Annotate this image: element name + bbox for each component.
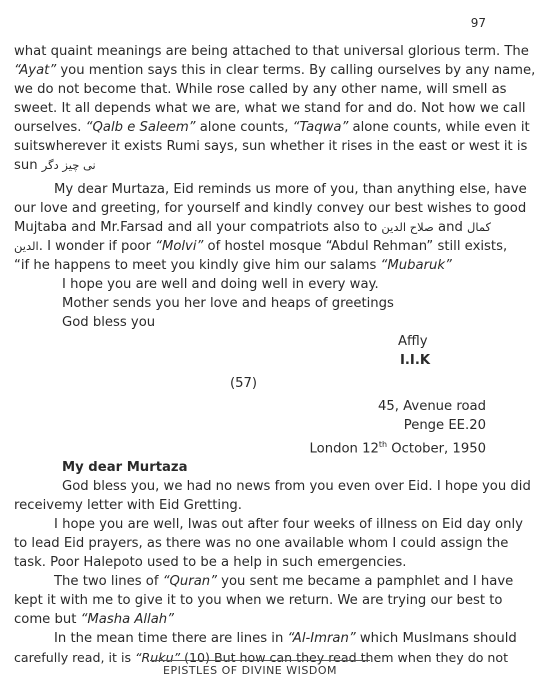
quoted-term: “Masha Allah” (80, 612, 174, 627)
quoted-term: “Molvi” (155, 239, 204, 254)
footer-rule (150, 660, 370, 661)
text-span: alone counts, while even it (348, 120, 530, 135)
text-span: alone counts, (195, 120, 293, 135)
running-footer: EPISTLES OF DIVINE WISDOM (163, 664, 337, 677)
text-span: “if he happens to meet you kindly give him our salams (14, 258, 381, 273)
text-line (14, 156, 486, 175)
text-span: In the mean time there are lines in (54, 631, 288, 646)
text-line: sweet. It all depends what we are, what we stand for and do. Not how we call (14, 101, 526, 116)
text-span: which Muslmans should (355, 631, 517, 646)
text-line (14, 118, 530, 137)
quoted-term: “Ayat” (14, 63, 57, 78)
quoted-term: “Quran” (162, 574, 217, 589)
letter-number: (57) (230, 376, 258, 391)
arabic-text: کمال (467, 220, 491, 234)
quoted-term: “Ruku” (135, 650, 181, 665)
text-line: receivemy letter with Eid Gretting. (14, 498, 242, 513)
text-line: Mother sends you her love and heaps of greetings (62, 296, 394, 311)
text-line: kept it with me to give it to you when we return. We are trying our best to (14, 593, 503, 608)
text-span: Mujtaba and Mr.Farsad and all your compatriots also to (14, 220, 382, 235)
text-span: you mention says this in clear terms. By calling ourselves by any name, (56, 63, 535, 78)
text-line: My dear Murtaza, Eid reminds us more of you, than anything else, have (54, 182, 527, 197)
text-span: London 12 (309, 441, 379, 457)
address-line-1: 45, Avenue road (377, 399, 486, 414)
text-line: God bless you (62, 315, 156, 330)
text-line: to lead Eid prayers, as there was no one available whom I could assign the (14, 536, 509, 551)
text-line: what quaint meanings are being attached to that universal glorious term. The (14, 44, 529, 59)
signoff-affly: Affly (398, 334, 428, 349)
text-span: still exists, (433, 239, 508, 254)
salutation: My dear Murtaza (62, 460, 188, 475)
arabic-text: صلاح الدین (381, 220, 434, 234)
text-line: task. Poor Halepoto used to be a help in such emergencies. (14, 555, 407, 570)
text-line: I hope you are well, Iwas out after four weeks of illness on Eid day only (54, 517, 523, 532)
text-span: (10) But how can they read them when they do not (180, 650, 509, 665)
address-line-2: Penge EE.20 (403, 418, 486, 433)
arabic-text: الدین (14, 239, 39, 253)
text-line (14, 256, 486, 275)
text-span: . I wonder if poor (38, 239, 156, 254)
text-line: suitswherever it exists Rumi says, sun whether it rises in the east or west it is (14, 139, 528, 154)
quoted-term: “Mubaruk” (380, 258, 452, 273)
text-span: of hostel mosque (203, 239, 326, 254)
quoted-name: “Abdul Rehman” (325, 239, 434, 254)
ordinal-suffix: th (378, 440, 388, 449)
text-line (14, 61, 535, 80)
quoted-term: “Al-Imran” (287, 631, 356, 646)
text-span: ourselves. (14, 120, 86, 135)
signoff-initials: I.I.K (400, 353, 431, 368)
text-span: you sent me became a pamphlet and I have (216, 574, 514, 589)
text-span: carefully read, it is (14, 650, 136, 665)
text-line: God bless you, we had no news from you even over Eid. I hope you did (62, 479, 531, 494)
arabic-text: نی چیز دگر (41, 158, 96, 172)
text-line (54, 572, 514, 591)
text-span: October, 1950 (387, 441, 486, 457)
text-line (14, 610, 486, 629)
text-line: I hope you are well and doing well in every way. (62, 277, 379, 292)
text-line (54, 629, 517, 648)
quoted-term: “Qalb e Saleem” (85, 120, 196, 135)
text-line: our love and greeting, for yourself and kindly convey our best wishes to good (14, 201, 527, 216)
text-span: come but (14, 612, 81, 627)
text-line: we do not become that. While rose called by any other name, will smell as (14, 82, 507, 97)
page-number: 97 (470, 16, 486, 30)
text-line (14, 237, 508, 256)
text-line (14, 218, 491, 237)
quoted-term: “Taqwa” (292, 120, 349, 135)
text-span: and (433, 220, 468, 235)
address-date (14, 435, 486, 457)
text-span: sun (14, 158, 42, 173)
text-span: The two lines of (54, 574, 163, 589)
